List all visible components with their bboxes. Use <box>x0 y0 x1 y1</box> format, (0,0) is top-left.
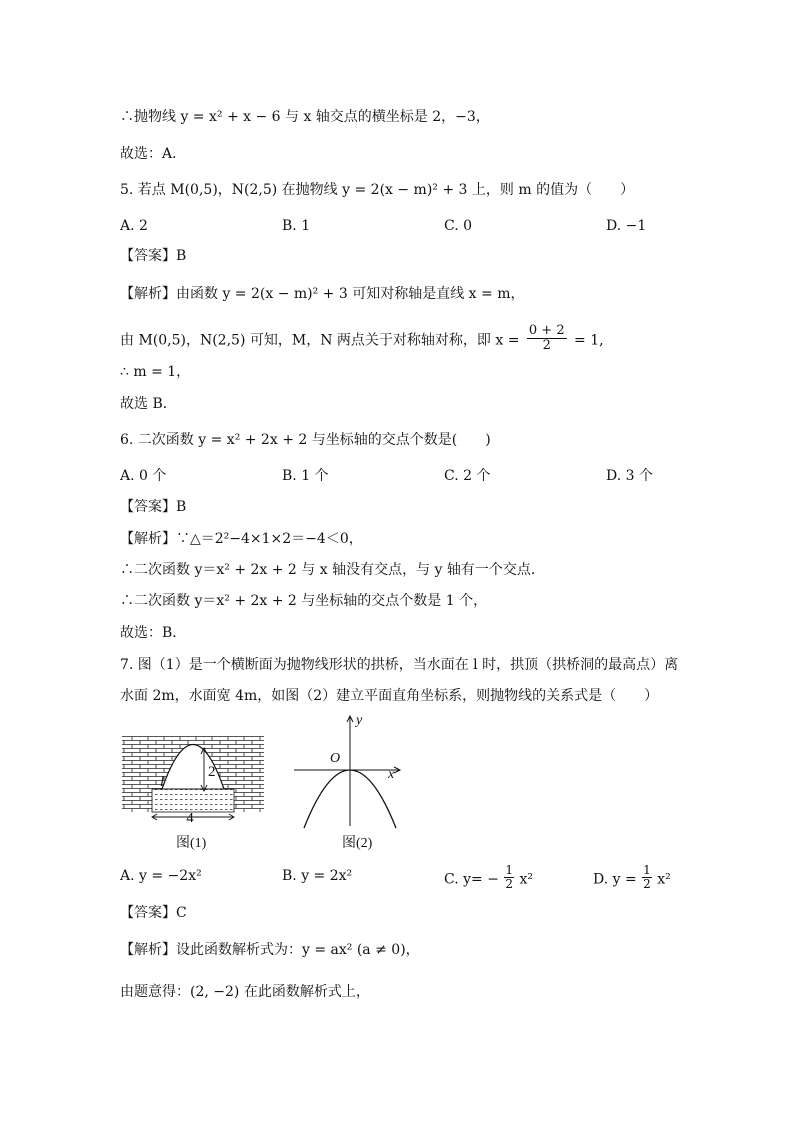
q7-option-c <box>444 863 533 893</box>
q6-option-a: A. 0 个 <box>120 468 167 484</box>
fraction-numerator: 1 <box>505 863 514 877</box>
q7-option-a: A. y = −2x² <box>120 868 202 884</box>
q5-option-c: C. 0 <box>444 218 473 234</box>
q5-explanation: 【解析】由函数 y = 2(x − m)² + 3 可知对称轴是直线 x = m， <box>120 286 525 302</box>
q5-explanation: ∴ m = 1， <box>120 364 191 380</box>
fraction-denominator: 2 <box>542 338 551 353</box>
figure-1-bridge <box>120 732 268 822</box>
q7-explanation: 【解析】设此函数解析式为：y = ax² (a ≠ 0)， <box>120 942 420 958</box>
q7-option-d <box>593 863 671 893</box>
q6-option-c: C. 2 个 <box>444 468 491 484</box>
water-level-label: l <box>160 774 165 790</box>
figure-2-graph <box>290 710 410 832</box>
question-7: 7. 图（1）是一个横断面为抛物线形状的拱桥，当水面在 l 时，拱顶（拱桥洞的最高点）离 <box>120 657 679 673</box>
fraction-numerator: 1 <box>643 863 651 877</box>
q5-explanation-text: = 1, <box>574 332 604 349</box>
figure-2-caption: 图(2) <box>342 836 373 851</box>
q5-option-d: D. −1 <box>606 218 647 234</box>
fraction-denominator: 2 <box>505 877 514 891</box>
q5-explanation: 故选 B． <box>120 396 177 412</box>
q5-option-b: B. 1 <box>282 218 311 234</box>
width-label: 4 <box>186 810 194 822</box>
q7-option-b: B. y = 2x² <box>282 868 353 884</box>
q6-explanation: 故选：B． <box>120 625 187 641</box>
q7-option-d-suffix: x² <box>657 871 671 888</box>
question-7: 水面 2m，水面宽 4m，如图（2）建立平面直角坐标系，则抛物线的关系式是（ ） <box>120 688 659 704</box>
q7-answer: 【答案】C <box>120 905 187 921</box>
q7-explanation: 由题意得：(2, −2) 在此函数解析式上， <box>120 984 370 1000</box>
q5-answer: 【答案】B <box>120 248 187 264</box>
q6-explanation: ∴二次函数 y＝x² + 2x + 2 与坐标轴的交点个数是 1 个， <box>120 593 488 609</box>
q7-option-c-prefix: C. y= − <box>444 871 499 888</box>
fraction-numerator: 0 + 2 <box>528 323 565 338</box>
fraction-denominator: 2 <box>643 877 651 891</box>
y-axis-label: y <box>356 713 363 728</box>
q5-explanation-text: 由 M(0,5)，N(2,5) 可知，M，N 两点关于对称轴对称，即 x = <box>120 332 520 349</box>
q6-explanation: 【解析】∵△＝2²−4×1×2＝−4＜0， <box>120 531 363 547</box>
text-line: ∴抛物线 y = x² + x − 6 与 x 轴交点的横坐标是 2，−3， <box>120 109 490 125</box>
q7-option-d-prefix: D. y = <box>593 871 637 888</box>
figure-1-caption: 图(1) <box>176 836 207 851</box>
q5-option-a: A. 2 <box>120 218 148 234</box>
q6-answer: 【答案】B <box>120 499 187 515</box>
fraction <box>642 864 652 891</box>
water <box>152 789 234 812</box>
fraction <box>527 324 567 353</box>
q6-option-b: B. 1 个 <box>282 468 329 484</box>
origin-label: O <box>330 751 341 766</box>
x-axis-label: x <box>388 767 395 782</box>
text-line: 故选：A． <box>120 146 187 162</box>
question-6: 6. 二次函数 y = x² + 2x + 2 与坐标轴的交点个数是( ) <box>120 432 491 448</box>
q5-explanation <box>120 323 604 355</box>
q7-option-c-suffix: x² <box>519 871 533 888</box>
q6-option-d: D. 3 个 <box>606 468 653 484</box>
q6-explanation: ∴二次函数 y＝x² + 2x + 2 与 x 轴没有交点，与 y 轴有一个交点． <box>120 562 545 578</box>
height-label: 2 <box>208 764 216 780</box>
fraction <box>504 864 514 891</box>
question-5: 5. 若点 M(0,5)，N(2,5) 在抛物线 y = 2(x − m)² + 3 上，则 m 的值为（ ） <box>120 182 635 198</box>
